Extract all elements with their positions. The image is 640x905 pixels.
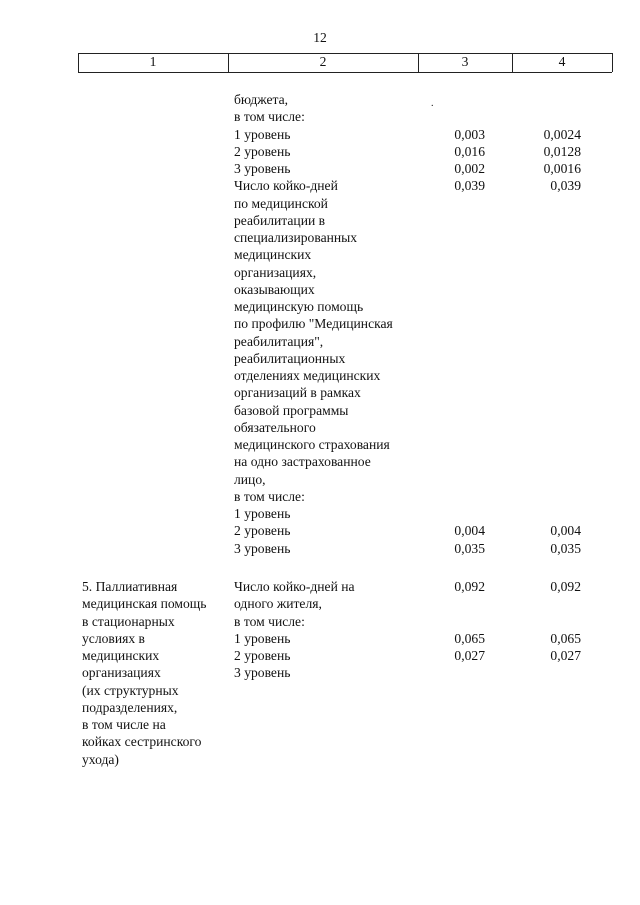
text-line: организаций в рамках	[234, 385, 361, 401]
text-line: реабилитации в	[234, 212, 326, 228]
text-line: реабилитационных	[234, 350, 346, 366]
text-line: 3 уровень	[234, 161, 291, 176]
value-col3: 0,035	[454, 540, 485, 556]
stray-dot: .	[431, 98, 434, 109]
column-divider	[612, 53, 613, 72]
text-line: койках сестринского	[82, 734, 202, 750]
value-col4: 0,092	[550, 579, 581, 594]
text-line: 1 уровень	[234, 630, 291, 646]
text-line: по профилю "Медицинская	[234, 316, 393, 332]
text-line: подразделениях,	[82, 699, 178, 715]
text-line: условиях в	[82, 630, 145, 646]
value-col3: 0,002	[454, 161, 485, 176]
text-line: специализированных	[234, 230, 358, 245]
text-line: медицинских	[234, 247, 312, 263]
text-line: отделениях медицинских	[234, 368, 381, 383]
text-line: 3 уровень	[234, 665, 291, 681]
value-col4: 0,065	[550, 630, 581, 646]
text-line: медицинская помощь	[82, 596, 207, 612]
value-col3: 0,039	[454, 178, 485, 194]
value-col4: 0,027	[550, 648, 581, 663]
column-header-3: 3	[461, 54, 469, 69]
text-line: 1 уровень	[234, 126, 291, 142]
text-line: 2 уровень	[234, 523, 291, 539]
text-line: 2 уровень	[234, 648, 291, 663]
value-col4: 0,0128	[543, 143, 581, 159]
text-line: 5. Паллиативная	[82, 579, 178, 594]
text-line: (их структурных	[82, 682, 179, 698]
text-line: медицинского страхования	[234, 437, 390, 452]
text-line: лицо,	[234, 471, 266, 487]
text-line: 2 уровень	[234, 143, 291, 159]
text-line: медицинских	[82, 648, 160, 663]
text-line: Число койко-дней	[234, 178, 338, 194]
text-line: Число койко-дней на	[234, 579, 355, 594]
text-line: обязательного	[234, 419, 316, 435]
text-line: медицинскую помощь	[234, 299, 364, 314]
text-line: в том числе:	[234, 613, 305, 629]
value-col3: 0,065	[454, 630, 485, 646]
text-line: на одно застрахованное	[234, 454, 371, 470]
text-line: бюджета,	[234, 92, 289, 107]
text-line: в стационарных	[82, 613, 175, 629]
value-col3: 0,004	[454, 523, 485, 539]
text-line: 3 уровень	[234, 540, 291, 556]
value-col3: 0,003	[454, 126, 485, 142]
column-header-2: 2	[319, 54, 327, 69]
value-col3: 0,092	[454, 579, 485, 594]
text-line: ухода)	[82, 751, 119, 767]
value-col4: 0,0024	[543, 126, 581, 142]
text-line: базовой программы	[234, 402, 349, 418]
value-col3: 0,027	[454, 648, 485, 663]
value-col4: 0,035	[550, 540, 581, 556]
value-col4: 0,0016	[543, 161, 581, 176]
value-col3: 0,016	[454, 143, 485, 159]
value-col4: 0,039	[550, 178, 581, 194]
text-line: в том числе:	[234, 109, 305, 125]
page-number: 12	[313, 30, 327, 45]
text-line: по медицинской	[234, 195, 328, 211]
table-header-bottom-rule	[78, 72, 612, 73]
text-line: оказывающих	[234, 281, 315, 297]
text-line: одного жителя,	[234, 596, 322, 612]
text-line: организациях,	[234, 264, 317, 280]
text-line: в том числе:	[234, 488, 305, 504]
section-5-title	[82, 578, 232, 768]
value-col4: 0,004	[550, 523, 581, 539]
column-header-4: 4	[558, 54, 566, 69]
text-line: 1 уровень	[234, 506, 291, 521]
text-line: организациях	[82, 665, 161, 681]
text-line: реабилитация",	[234, 333, 324, 349]
text-line: в том числе на	[82, 717, 166, 732]
column-header-1: 1	[149, 54, 157, 69]
